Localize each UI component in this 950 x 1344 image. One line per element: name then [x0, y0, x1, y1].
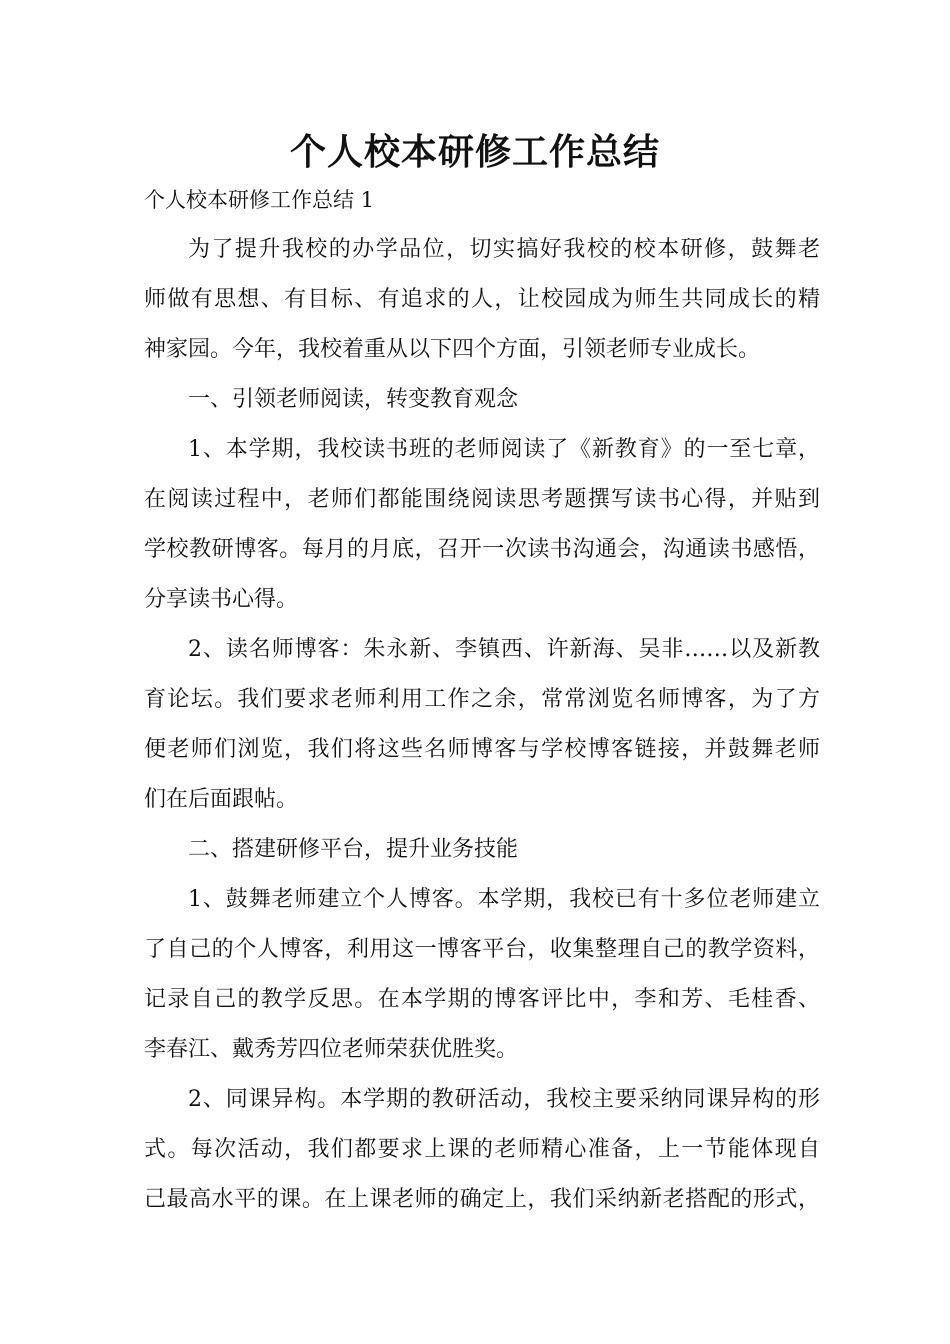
paragraph-line: 师做有思想、有目标、有追求的人，让校园成为师生共同成长的精	[144, 287, 820, 312]
paragraph-line: 1、鼓舞老师建立个人博客。本学期，我校已有十多位老师建立	[188, 887, 820, 912]
paragraph-line: 己最高水平的课。在上课老师的确定上，我们采纳新老搭配的形式，	[144, 1187, 820, 1212]
paragraph-line: 便老师们浏览，我们将这些名师博客与学校博客链接，并鼓舞老师	[144, 737, 820, 762]
paragraph-line: 们在后面跟帖。	[144, 787, 299, 812]
paragraph-line: 李春江、戴秀芳四位老师荣获优胜奖。	[144, 1037, 519, 1062]
document-subtitle: 个人校本研修工作总结 1	[144, 188, 375, 212]
paragraph-line: 2、读名师博客：朱永新、李镇西、许新海、吴非……以及新教	[188, 637, 820, 662]
paragraph-line: 式。每次活动，我们都要求上课的老师精心准备，上一节能体现自	[144, 1137, 820, 1162]
paragraph-line: 为了提升我校的办学品位，切实搞好我校的校本研修，鼓舞老	[188, 237, 820, 262]
paragraph-line: 了自己的个人博客，利用这一博客平台，收集整理自己的教学资料，	[144, 937, 820, 962]
paragraph-line: 2、同课异构。本学期的教研活动，我校主要采纳同课异构的形	[188, 1087, 820, 1112]
paragraph-line: 1、本学期，我校读书班的老师阅读了《新教育》的一至七章，	[188, 437, 820, 462]
paragraph-line: 神家园。今年，我校着重从以下四个方面，引领老师专业成长。	[144, 337, 761, 362]
paragraph-line: 学校教研博客。每月的月底，召开一次读书沟通会，沟通读书感悟，	[144, 537, 820, 562]
document-title: 个人校本研修工作总结	[289, 131, 660, 173]
section-heading: 二、搭建研修平台，提升业务技能	[188, 837, 519, 862]
paragraph-line: 记录自己的教学反思。在本学期的博客评比中，李和芳、毛桂香、	[144, 987, 820, 1012]
section-heading: 一、引领老师阅读，转变教育观念	[188, 387, 519, 412]
paragraph-line: 育论坛。我们要求老师利用工作之余，常常浏览名师博客，为了方	[144, 687, 820, 712]
paragraph-line: 分享读书心得。	[144, 587, 299, 612]
paragraph-line: 在阅读过程中，老师们都能围绕阅读思考题撰写读书心得，并贴到	[144, 487, 820, 512]
